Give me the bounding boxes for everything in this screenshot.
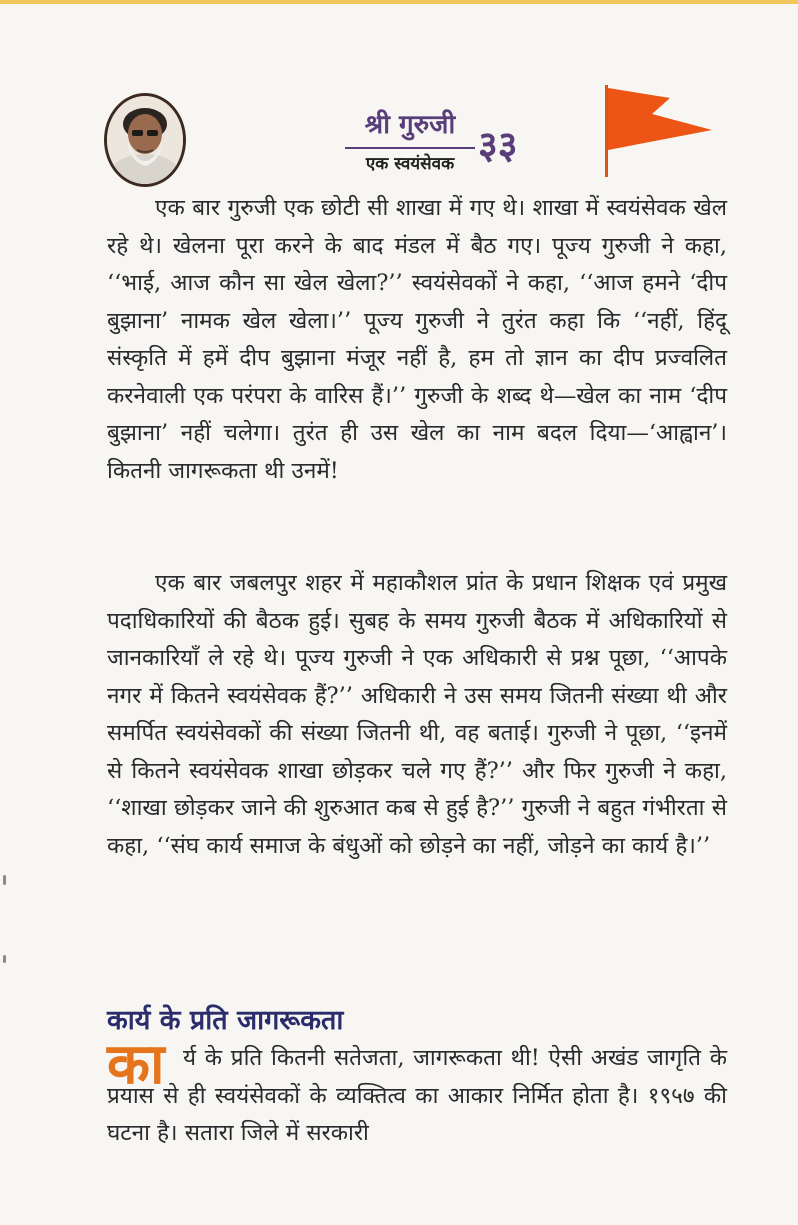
saffron-flag-icon [600,80,715,180]
section-paragraph: र्य के प्रति कितनी सतेजता, जागरूकता थी! ऐसी अखंड जागृति के प्रयास से ही स्वयंसेवकों के व्यक्तित्व का आकार निर्मित होता है। १९५७ की घटना है। सतारा जिले में सरकारी [107,1045,727,1146]
header-subtitle: एक स्वयंसेवक [365,154,455,174]
drop-cap: का [107,1032,165,1097]
header-title: श्री गुरुजी [364,110,456,140]
section-heading: कार्य के प्रति जागरूकता [107,1005,344,1036]
page-top-edge [0,0,798,4]
header-rule [345,147,475,149]
paragraph: एक बार जबलपुर शहर में महाकौशल प्रांत के प्रधान शिक्षक एवं प्रमुख पदाधिकारियों की बैठक हुई। सुबह के समय गुरुजी बैठक में अधिकारियों से जानकारियाँ ले रहे थे। पूज्य गुरुजी ने एक अधिकारी से प्रश्न पूछा, ‘‘आपके नगर में कितने स्वयंसेवक हैं?’’ अधिकारी ने उस समय जितनी संख्या थी और समर्पित स्वयंसेवकों की संख्या जितनी थी, वह बताई। गुरुजी ने पूछा, ‘‘इनमें से कितने स्वयंसेवक शाखा छोड़कर चले गए हैं?’’ और फिर गुरुजी ने कहा, ‘‘शाखा छोड़कर जाने की शुरुआत कब से हुई है?’’ गुरुजी ने बहुत गंभीरता से कहा, ‘‘संघ कार्य समाज के बंधुओं को छोड़ने का नहीं, जोड़ने का कार्य है।’’ [107,570,727,859]
guruji-portrait-icon [104,93,186,187]
paragraph: एक बार गुरुजी एक छोटी सी शाखा में गए थे। शाखा में स्वयंसेवक खेल रहे थे। खेलना पूरा करने के बाद मंडल में बैठ गए। पूज्य गुरुजी ने कहा, ‘‘भाई, आज कौन सा खेल खेला?’’ स्वयंसेवकों ने कहा, ‘‘आज हमने ‘दीप बुझाना’ नामक खेल खेला।’’ पूज्य गुरुजी ने तुरंत कहा कि ‘‘नहीं, हिंदू संस्कृति में हमें दीप बुझाना मंजूर नहीं है, हम तो ज्ञान का दीप प्रज्वलित करनेवाली एक परंपरा के वारिस हैं।’’ गुरुजी के शब्द थे—खेल का नाम ‘दीप बुझाना’ नहीं चलेगा। तुरंत ही उस खेल का नाम बदल दिया—‘आह्वान’। कितनी जागरूकता थी उनमें! [107,195,727,484]
scan-mark [3,955,6,963]
page-number: ३३ [478,123,518,167]
scan-mark [3,875,6,885]
